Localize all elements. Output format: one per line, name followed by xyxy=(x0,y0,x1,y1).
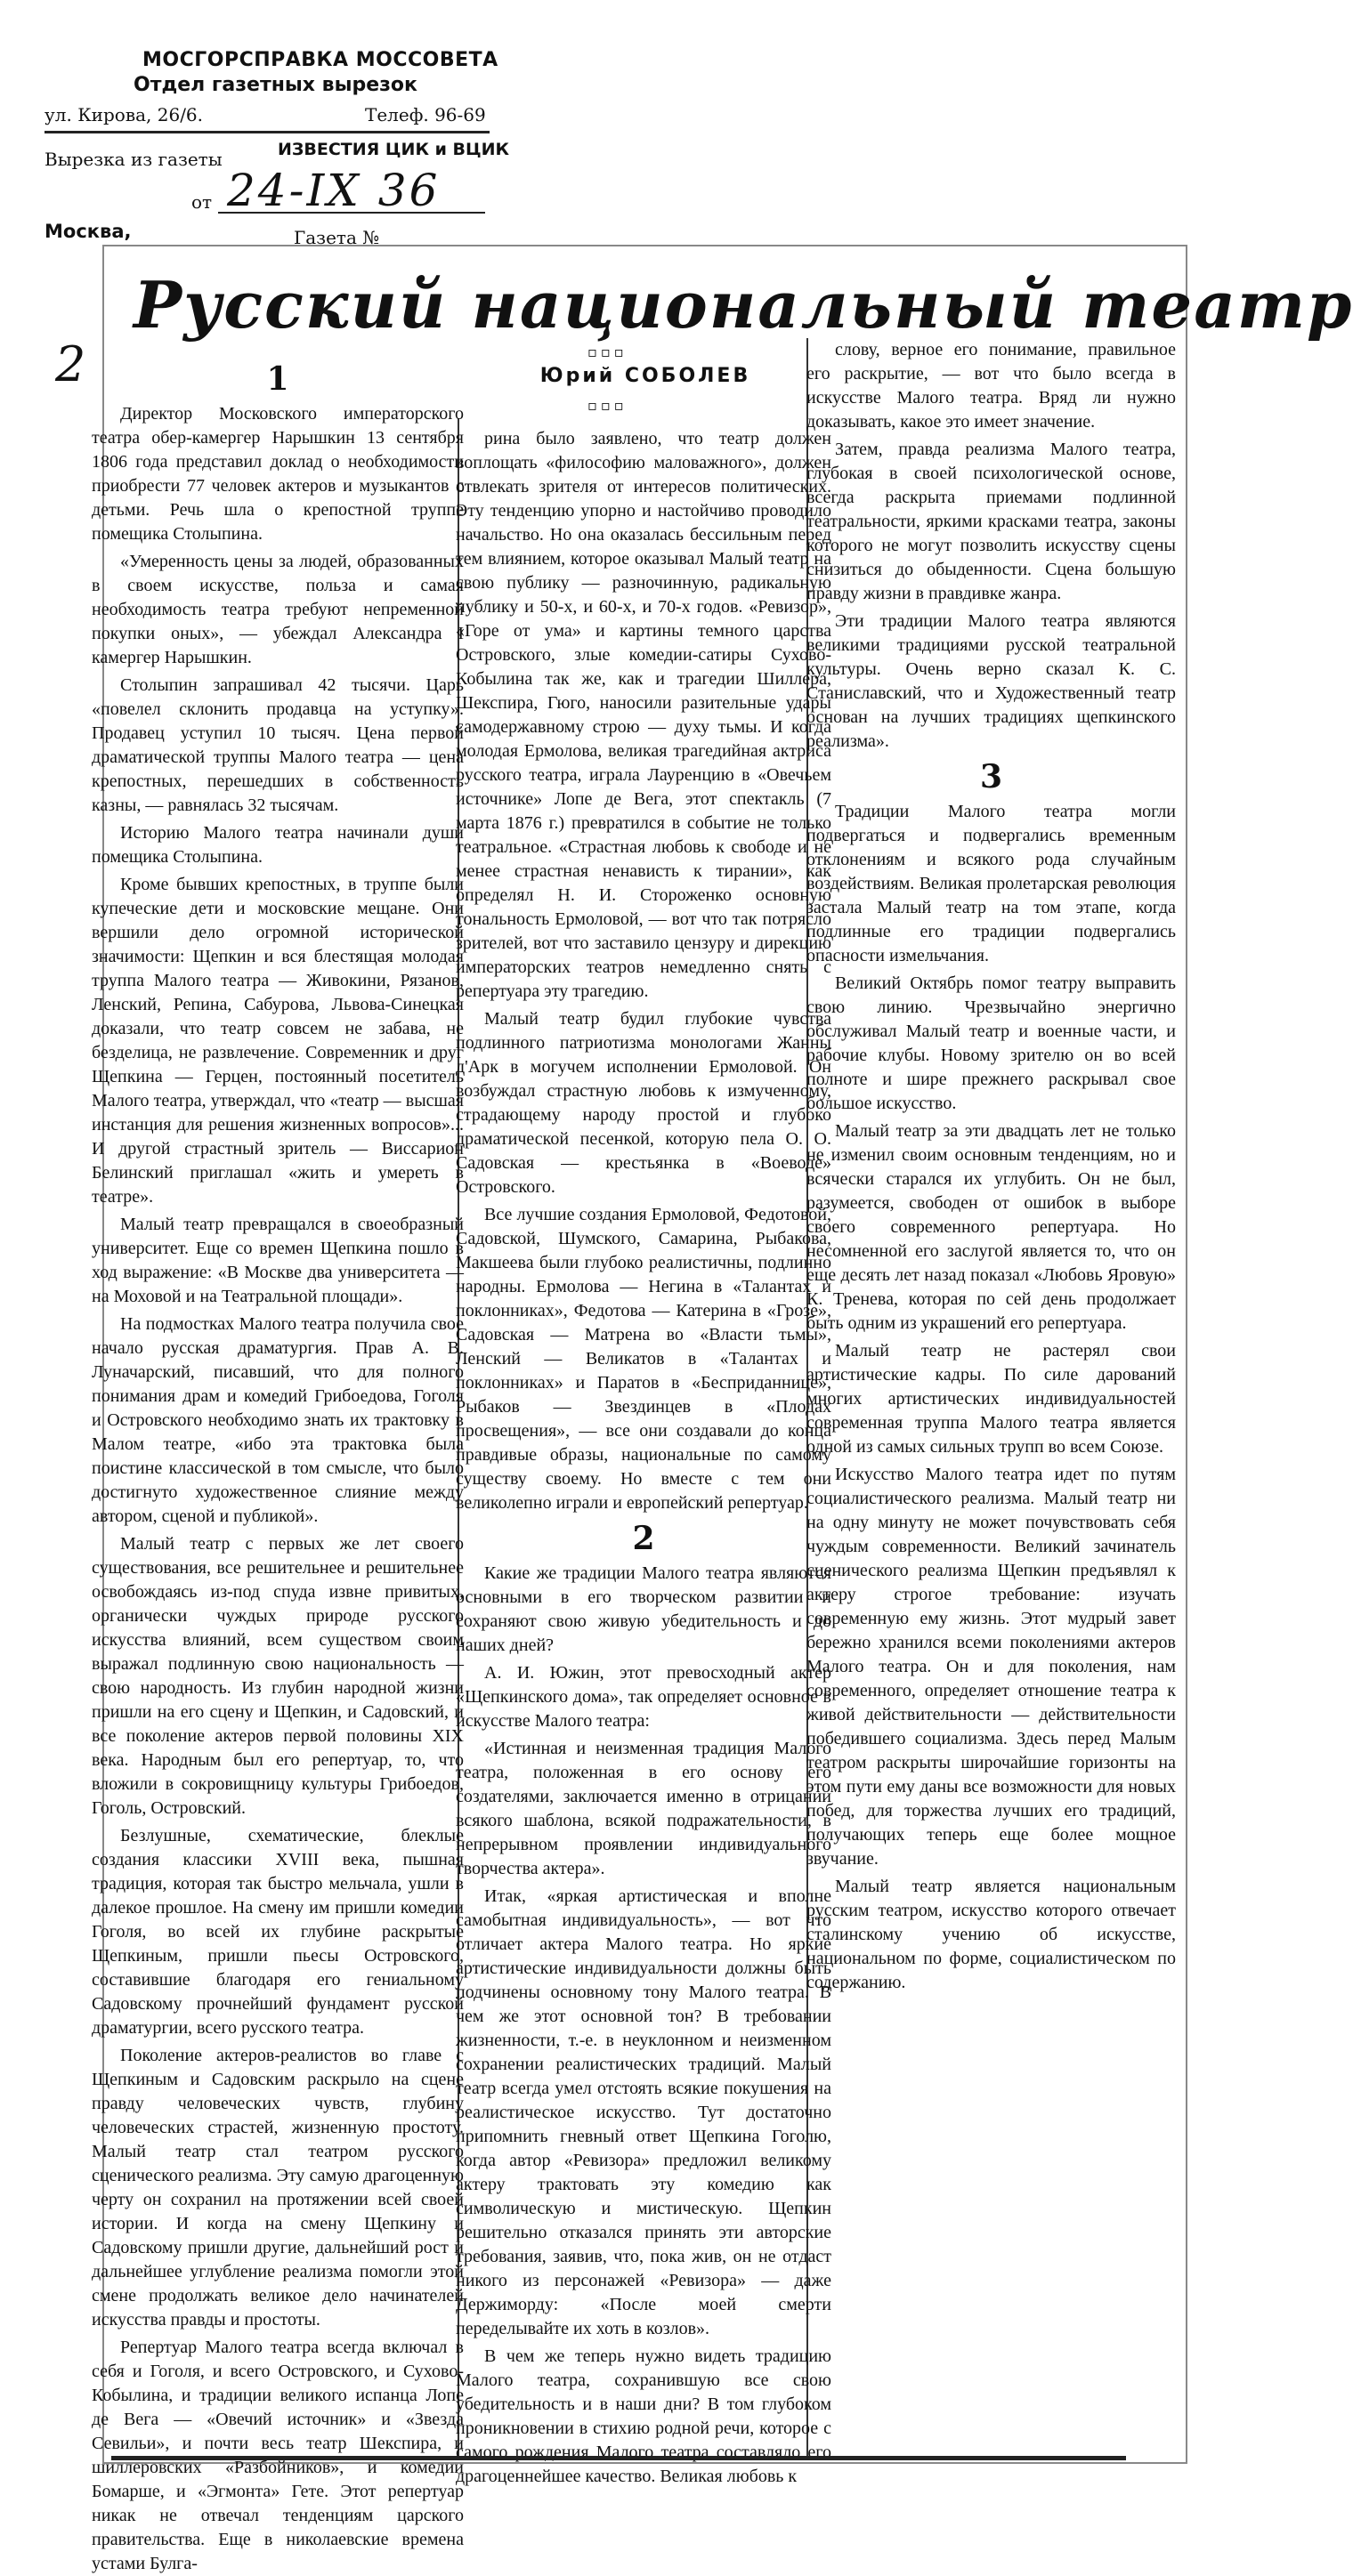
paragraph: В чем же теперь нужно видеть традицию Малого театра, сохранившую все свою убедительность и в наши дни? В том глубоком проникновении в стихию родной речи, которое с самого рождения Малого театра составляло его драгоценнейшее качество. Великая любовь к xyxy=(456,2346,831,2486)
author-byline: Юрий СОБОЛЕВ xyxy=(539,365,751,387)
paragraph: Искусство Малого театра идет по путям социалистического реализма. Малый театр ни на одну минуту не может почувствовать себя чуждым современности. Великий зачинатель сценического реализма Щепкин предъявлял к актеру строгое требование: изучать современную ему жизнь. Этот мудрый завет бережно хранился всеми поколениями актеров Малого театра. Он и для поколения, нам современного, определяет отношение театра к живой действительности — действительности победившего социализма. Здесь перед Малым театром раскрыты широчайшие горизонты на этом пути ему даны все возможности для новых побед, для торжества лучших его традиций, получающих теперь еще более мощное звучание. xyxy=(806,1465,1176,1869)
header-divider xyxy=(45,131,490,133)
section-number-2: 2 xyxy=(632,1520,655,1557)
address: ул. Кирова, 26/6. xyxy=(45,104,204,125)
department-name: Отдел газетных вырезок xyxy=(134,74,417,96)
from-label: от xyxy=(191,191,213,213)
paragraph: Малый театр не растерял свои артистические кадры. По силе дарований многих артистических индивидуальностей современная труппа Малого театра является одной из самых сильных трупп во всем Союзе. xyxy=(806,1341,1176,1457)
paragraph: Историю Малого театра начинали души помещика Столыпина. xyxy=(92,823,464,867)
paragraph: Поколение актеров-реалистов во главе с Щепкиным и Садовским раскрыло на сцене правду человеческих чувств, глубину человеческих страстей, жизненную простоту. Малый театр стал театром русского сценического реализма. Эту самую драгоценную черту он сохранил на протяжении всей своей истории. И когда на смену Щепкину и Садовскому пришли другие, дальнейший рост и дальнейшее углубление реализма помогли этой смене продолжать великое дело начинателей искусства правды и простоты. xyxy=(92,2046,464,2330)
ornament-top: ▫▫▫ xyxy=(587,343,628,360)
paragraph: Столыпин запрашивал 42 тысячи. Царь «повелел склонить продавца на уступку». Продавец уступил 10 тысяч. Цена первой драматической труппы Малого театра — цена крепостных, перешедших в собственность казны, — равнялась 32 тысячам. xyxy=(92,675,464,815)
paragraph: Кроме бывших крепостных, в труппе были купеческие дети и московские мещане. Они вершили дело огромной исторической значимости: Щепкин и вся блестящая молодая труппа Малого театра — Живокини, Рязанов, Ленский, Репина, Сабурова, Львова-Синецкая доказали, что театр совсем не забава, не безделица, не развлечение. Современник и друг Щепкина — Герцен, постоянный посетитель Малого театра, утверждал, что «театр — высшая инстанция для решения жизненных вопросов»... И другой страстный зритель — Виссарион Белинский приглашал «жить и умереть в театре». xyxy=(92,875,464,1207)
section-number-1: 1 xyxy=(266,360,289,398)
paragraph: Малый театр с первых же лет своего существования, все решительнее и решительнее освобождаясь из-под спуда извне привитых, органически чуждых природе русского искусства влияний, всем существом своим выражал подлинную свою национальность — свою народность. Из глубин народной жизни пришли на его сцену и Щепкин, и Садовский, и все поколение актеров первой половины XIX века. Народным был его репертуар, то, что вложили в сокровищницу культуры Грибоедов, Гоголь, Островский. xyxy=(92,1534,464,1818)
handwritten-mark: 2 xyxy=(55,336,86,392)
newspaper-name: ИЗВЕСТИЯ ЦИК и ВЦИК xyxy=(278,140,510,159)
paragraph: «Истинная и неизменная традиция Малого театра, положенная в его основу его создателями, заключается именно в отрицании всякого шаблона, всякой подражательности, в непрерывном проявлении индивидуального творчества актера». xyxy=(456,1739,831,1878)
paragraph: Малый театр будил глубокие чувства подлинного патриотизма монологами Жанны д'Арк в могучем исполнении Ермоловой. Он возбуждал страстную любовь к измученному, страдающему народу простой и глубоко драматической песенкой, которую пела О. О. Садовская — крестьянка в «Воеводе» Островского. xyxy=(456,1009,831,1197)
paragraph: «Умеренность цены за людей, образованных в своем искусстве, польза и самая необходимость театра требуют непременной покупки оных», — убеждал Александра I камергер Нарышкин. xyxy=(92,552,464,667)
date-underline xyxy=(218,212,485,214)
paragraph: рина было заявлено, что театр должен воплощать «философию маловажного», должен отвлекать зрителя от интересов политических. Эту тенденцию упорно и настойчиво проводило начальство. Но она оказалась бессильным перед тем влиянием, которое оказывал Малый театр на свою публику — разночинную, радикальную публику и 50-х, и 60-х, и 70-х годов. «Ревизор», «Горе от ума» и картины темного царства Островского, злые комедии-сатиры Сухово-Кобылина так же, как и трагедии Шиллера, Шекспира, Гюго, наносили разительные удары самодержавному строю — духу тьмы. И когда молодая Ермолова, великая трагедийная актриса русского театра, играла Лауренцию в «Овечьем источнике» Лопе де Вега, этот спектакль (7 марта 1876 г.) превратился в событие не только театральное. «Страстная любовь к свободе и не менее страстная ненависть к тирании», как определял Н. И. Стороженко основную тональность Ермоловой, — вот что так потрясло зрителей, вот что заставило цензуру и дирекцию императорских театров немедленно снять с репертуара эту трагедию. xyxy=(456,429,831,1001)
paragraph: Безлушные, схематические, блеклые создания классики XVIII века, пышная традиция, которая так быстро мельчала, ушли в далекое прошлое. На смену им пришли комедии Гоголя, во всей их глубине раскрытые Щепкиным, пришли пьесы Островского, составившие благодаря его гениальному Садовскому прочнейший фундамент русской драматургии, всего русского театра. xyxy=(92,1826,464,2038)
paragraph: Директор Московского императорского театра обер-камергер Нарышкин 13 сентября 1806 года представил доклад о необходимости приобрести 77 человек актеров и музыкантов с детьми. Речь шла о крепостной труппе помещика Столыпина. xyxy=(92,404,464,544)
phone: Телеф. 96-69 xyxy=(365,104,486,125)
paragraph: Великий Октябрь помог театру выправить свою линию. Чрезвычайно энергично обслуживал Малый театр и военные части, и рабочие клубы. Новому зрителю он во всей полноте и шире прежнего раскрывал свое большое искусство. xyxy=(806,973,1176,1113)
handwritten-date: 24-IX 36 xyxy=(227,165,441,216)
paragraph: Малый театр превращался в своеобразный университет. Еще со времен Щепкина пошло в ход выражение: «В Москве два университета — на Моховой и на Театральной площади». xyxy=(92,1215,464,1306)
organization-name: МОСГОРСПРАВКА МОССОВЕТА xyxy=(142,49,498,71)
paragraph: Малый театр является национальным русским театром, искусство которого отвечает сталинскому учению об искусстве, национальном по форме, социалистическом по содержанию. xyxy=(806,1877,1176,1992)
section-number-3: 3 xyxy=(979,758,1003,795)
article-title: Русский национальный театр xyxy=(134,267,1353,343)
paragraph: Итак, «яркая артистическая и вполне самобытная индивидуальность», — вот что отличает актера Малого театра. Но яркие артистические индивидуальности должны быть подчинены основному тону Малого театра. В чем же этот основной тон? В требовании жизненности, т.-е. в неуклонном и неизменном сохранении реалистических традиций. Малый театр всегда умел отстоять всякие покушения на реалистическое искусство. Тут достаточно припомнить гневный ответ Щепкина Гоголю, когда автор «Ревизора» предложил великому актеру трактовать эту комедию как символическую и мистическую. Щепкин решительно отказался принять эти авторские требования, заявив, что, пока жив, он не отдаст никого из персонажей «Ревизора» — даже Держиморду: «После моей смерти переделывайте их хоть в козлов». xyxy=(456,1886,831,2338)
paragraph: А. И. Южин, этот превосходный актер «Щепкинского дома», так определяет основное в искусстве Малого театра: xyxy=(456,1663,831,1731)
column-1 xyxy=(92,356,464,2573)
paragraph: Традиции Малого театра могли подвергаться и подвергались временным отклонениям и всякого рода случайным воздействиям. Великая пролетарская революция застала Малый театр на том этапе, когда подлинные его традиции подвергались опасности измельчания. xyxy=(806,802,1176,965)
paragraph: слову, верное его понимание, правильное его раскрытие, — вот что было всегда в искусстве Малого театра. Вряд ли нужно доказывать, какое это имеет значение. xyxy=(806,340,1176,432)
paragraph: На подмостках Малого театра получила свое начало русская драматургия. Прав А. В. Луначарский, писавший, что для полного понимания драм и комедий Грибоедова, Гоголя и Островского необходимо знать их трактовку в Малом театре, «ибо эта трактовка была поистине классической в том смысле, что было достигнуто художественное слияние между автором, сценой и публикой». xyxy=(92,1314,464,1526)
bottom-rule xyxy=(111,2456,1126,2460)
column-2 xyxy=(456,427,831,2486)
paragraph: Малый театр за эти двадцать лет не только не изменил своим основным тенденциям, но и всячески старался их углубить. Он не был, разумеется, свободен от ошибок в выборе своего современного репертуара. Но несомненной его заслугой является то, что он еще десять лет назад показал «Любовь Яровую» К. Тренева, которая по сей день продолжает быть одним из украшений его репертуара. xyxy=(806,1121,1176,1333)
paragraph: Какие же традиции Малого театра являются основными в его творческом развитии и сохраняют свою живую убедительность и до наших дней? xyxy=(456,1563,831,1655)
cutting-label: Вырезка из газеты xyxy=(45,149,223,170)
paragraph: Затем, правда реализма Малого театра, глубокая в своей психологической основе, всегда раскрыта приемами подлинной театральности, яркими красками театра, законы которого не могут позволить искусству сцены снизиться до обыденности. Сцена большую правду жизни в правдивке жанра. xyxy=(806,440,1176,603)
column-3 xyxy=(806,338,1176,1992)
paragraph: Репертуар Малого театра всегда включал в себя и Гоголя, и всего Островского, и Сухово-Кобылина, и традиции великого испанца Лопе де Вега — «Овечий источник» и «Звезда Севильи», и почти весь театр Шекспира, и шиллеровских «Разбойников», и комедии Бомарше, и «Эгмонта» Гете. Этот репертуар никак не отвечал тенденциям царского правительства. Еще в николаевские времена устами Булга- xyxy=(92,2338,464,2573)
paragraph: Эти традиции Малого театра являются великими традициями русской театральной культуры. Очень верно сказал К. С. Станиславский, что и Художественный театр основан на лучших традициях щепкинского реализма». xyxy=(806,611,1176,751)
city: Москва, xyxy=(45,221,132,242)
paragraph: Все лучшие создания Ермоловой, Федотовой, Садовской, Шумского, Самарина, Рыбакова, Макшеева были глубоко реалистичны, подлинно народны. Ермолова — Негина в «Талантах и поклонниках», Федотова — Катерина в «Грозе», Садовская — Матрена во «Власти тьмы», Ленский — Великатов в «Талантах и поклонниках» и Паратов в «Бесприданнице», Рыбаков — Звездинцев в «Плодах просвещения», — все они создавали до конца правдивые образы, национальные по самому существу своему. Но вместе с тем они великолепно играли и европейский репертуар. xyxy=(456,1205,831,1513)
gazette-number-label: Газета № xyxy=(294,227,380,248)
ornament-bottom: ▫▫▫ xyxy=(587,397,628,414)
